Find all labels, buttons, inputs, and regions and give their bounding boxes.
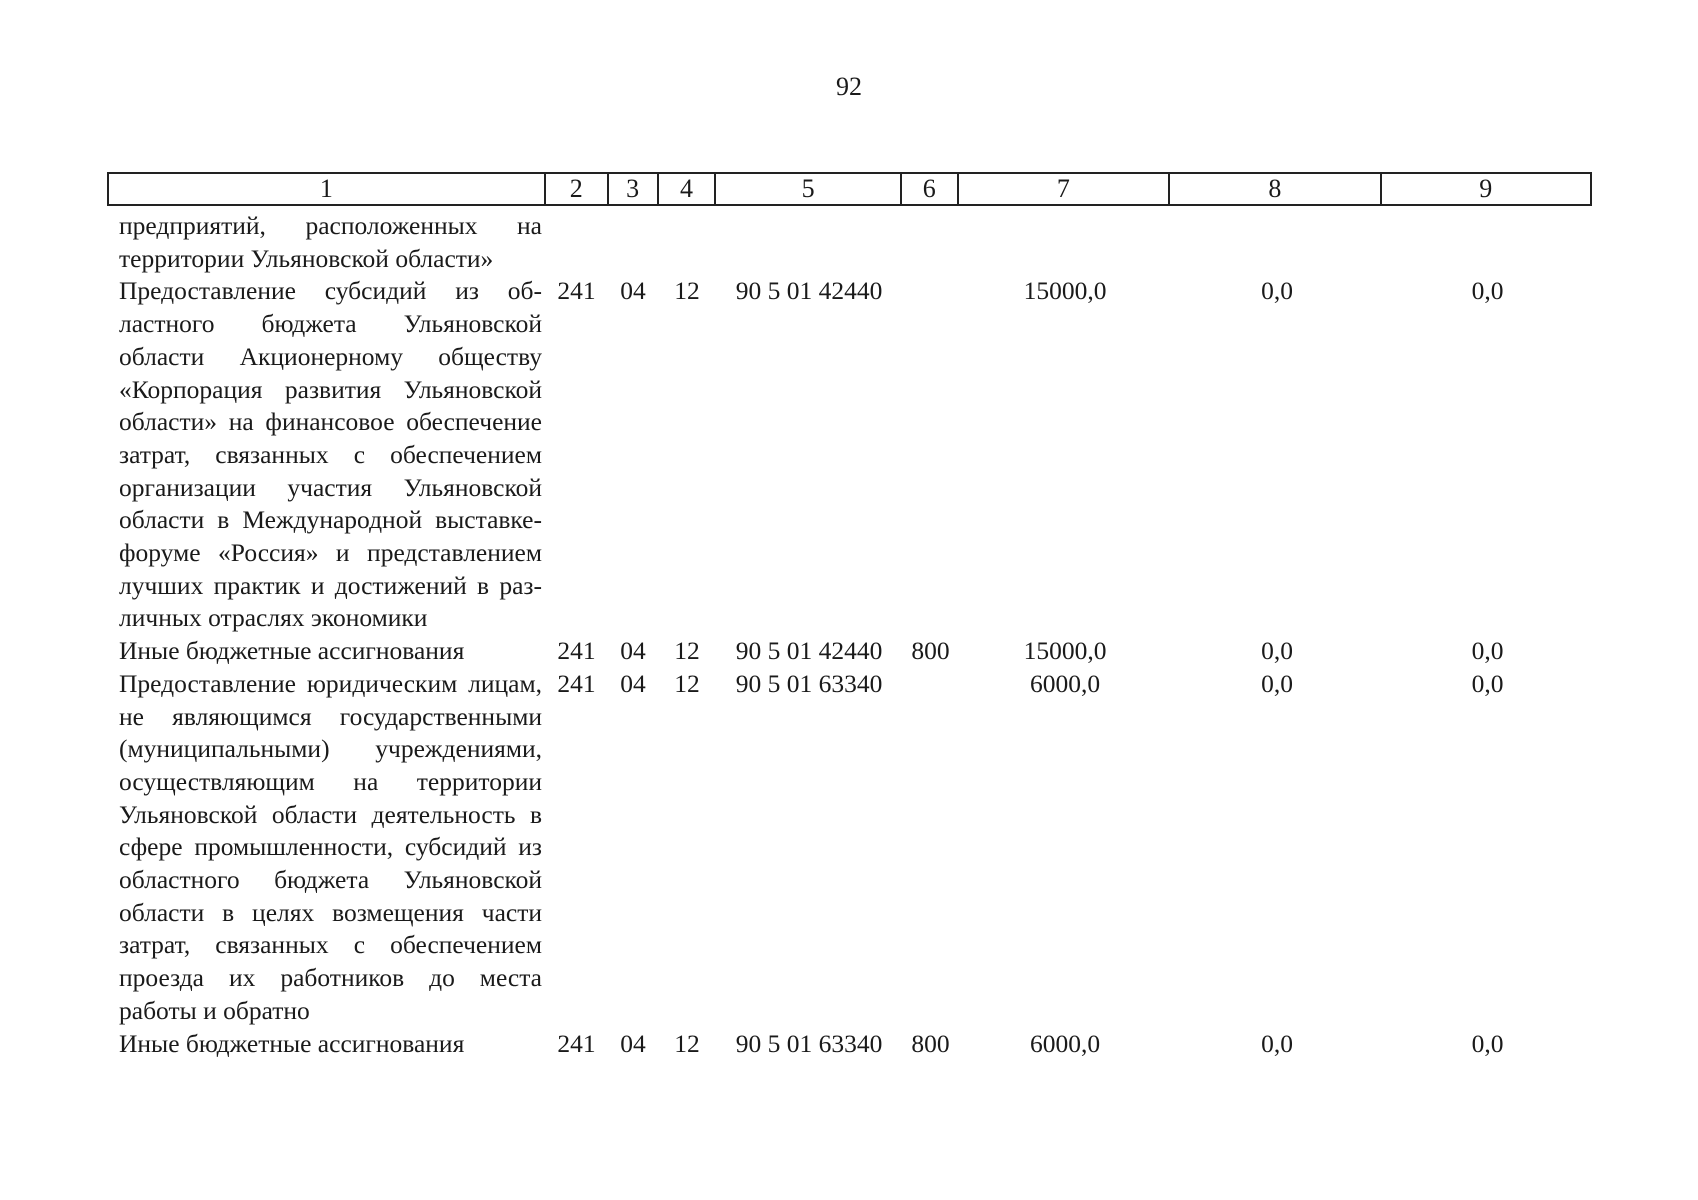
row-col-5 [716, 210, 902, 275]
row-col-4 [658, 210, 716, 275]
row-col-3: 04 [620, 636, 646, 666]
row-description: предприятий, расположенных на территории Ульяновской области» [119, 211, 542, 273]
row-description: Предоставление субсидий из областного бюджета Ульяновской области Акционерному обществу «Корпорация развития Ульяновской области» на финансовое обеспечение затрат, связанных с обеспечением организации участия Ульяновской области в Международной выставке-форуме «Россия» и представлением лучших практик и достижений в различных отраслях экономики [119, 276, 542, 633]
header-col-8: 8 [1170, 174, 1381, 204]
row-col-3: 04 [620, 1028, 646, 1058]
row-col-8: 0,0 [1261, 1028, 1293, 1058]
row-col-9 [1383, 210, 1592, 275]
page-number: 92 [836, 72, 862, 101]
row-col-3: 04 [620, 668, 646, 698]
row-col-6: 800 [911, 1028, 950, 1058]
row-col-2: 241 [557, 1028, 596, 1058]
row-col-2: 241 [557, 668, 596, 698]
row-col-4: 12 [674, 636, 700, 666]
header-col-2: 2 [546, 174, 609, 204]
row-col-7: 15000,0 [1023, 276, 1107, 306]
header-col-1: 1 [109, 174, 546, 204]
row-col-4: 12 [674, 276, 700, 306]
row-col-6: 800 [911, 636, 950, 666]
row-col-8 [1171, 210, 1383, 275]
row-col-4: 12 [674, 668, 700, 698]
table-row [107, 635, 1592, 668]
row-description: Иные бюджетные ассигнования [119, 636, 465, 666]
header-col-6: 6 [902, 174, 959, 204]
row-col-3 [608, 210, 658, 275]
row-col-6 [902, 275, 959, 635]
table-row [107, 275, 1592, 635]
row-col-5: 90 5 01 63340 [735, 1028, 883, 1058]
row-col-3: 04 [620, 276, 646, 306]
header-col-5: 5 [716, 174, 902, 204]
table-row [107, 1028, 1592, 1061]
table-row [107, 668, 1592, 1028]
row-col-9: 0,0 [1471, 276, 1504, 306]
header-col-4: 4 [659, 174, 717, 204]
row-col-5: 90 5 01 42440 [735, 636, 883, 666]
row-col-5: 90 5 01 63340 [735, 668, 883, 698]
row-col-7 [959, 210, 1171, 275]
row-col-9: 0,0 [1471, 636, 1504, 666]
row-col-9: 0,0 [1471, 1028, 1504, 1058]
row-col-4: 12 [674, 1028, 700, 1058]
row-col-6 [902, 210, 959, 275]
row-col-9: 0,0 [1471, 668, 1504, 698]
row-description: Иные бюджетные ассигнования [119, 1028, 465, 1058]
row-col-2 [545, 210, 608, 275]
row-col-8: 0,0 [1261, 276, 1293, 306]
row-col-7: 15000,0 [1023, 636, 1107, 666]
row-col-2: 241 [557, 636, 596, 666]
row-col-7: 6000,0 [1029, 1028, 1101, 1058]
row-col-8: 0,0 [1261, 636, 1293, 666]
table-row [107, 210, 1592, 275]
header-col-3: 3 [609, 174, 659, 204]
table-body [107, 210, 1592, 1060]
header-col-7: 7 [959, 174, 1170, 204]
header-col-9: 9 [1479, 174, 1493, 203]
row-col-8: 0,0 [1261, 668, 1293, 698]
row-col-7: 6000,0 [1029, 668, 1101, 698]
row-col-6 [902, 668, 959, 1028]
table-header [107, 172, 1592, 206]
row-col-5: 90 5 01 42440 [735, 276, 883, 306]
row-col-2: 241 [557, 276, 596, 306]
row-description: Предоставление юридическим лицам, не являющимся государственными (муниципальными) учреждениями, осуществляющим на территории Ульяновской области деятельность в сфере промышленности, субсидий из областного бюджета Ульяновской области в целях возмещения части затрат, связанных с обеспечением проезда их работников до места работы и обратно [119, 668, 542, 1025]
